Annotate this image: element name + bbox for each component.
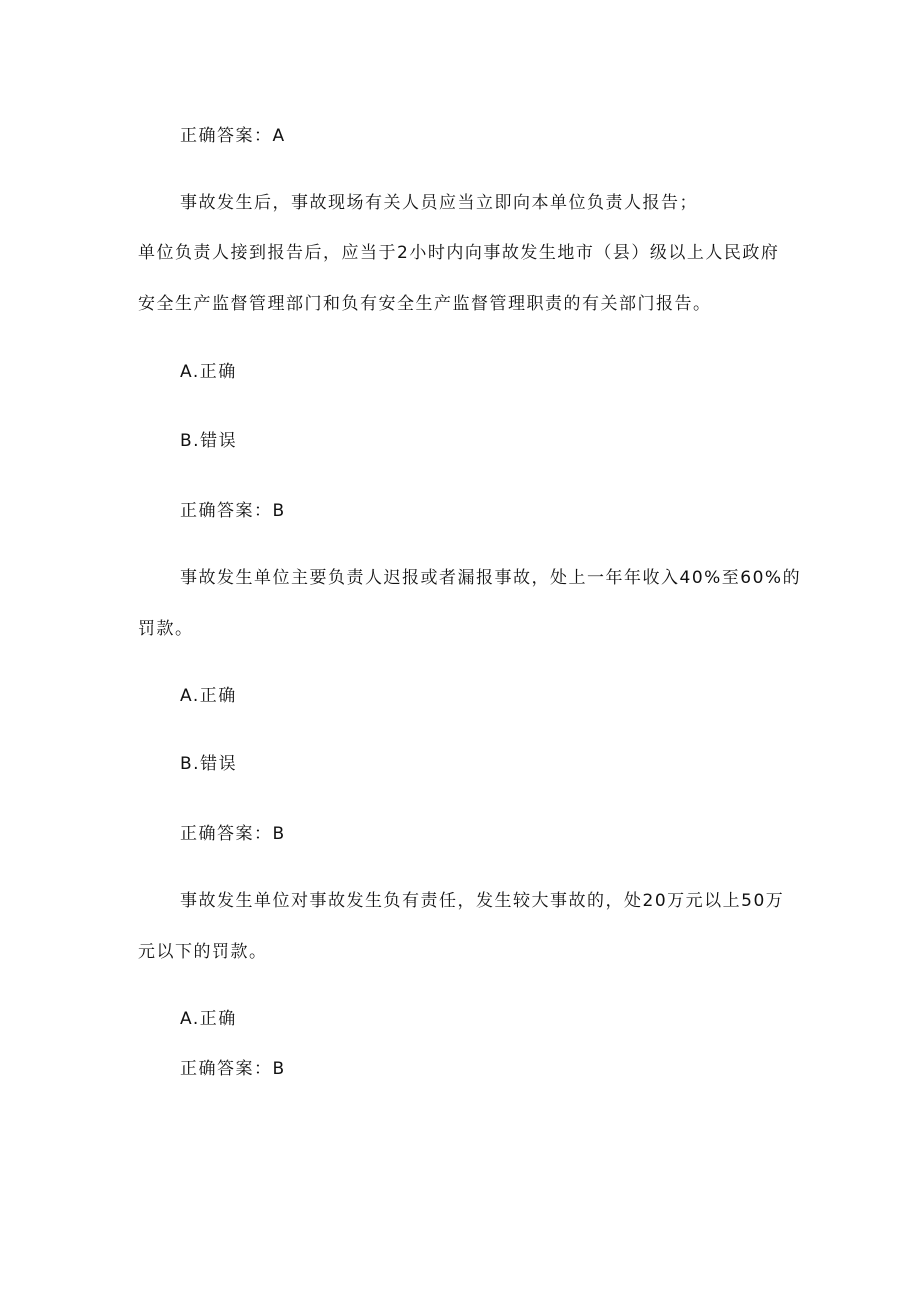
option-b: B.错误 (180, 431, 238, 451)
option-a: A.正确 (180, 1009, 237, 1029)
option-b: B.错误 (180, 754, 238, 774)
option-a: A.正确 (180, 362, 237, 382)
option-a: A.正确 (180, 686, 237, 706)
answer-text: 正确答案：B (180, 1059, 286, 1079)
question-text: 事故发生后，事故现场有关人员应当立即向本单位负责人报告； (180, 193, 698, 213)
question-text: 元以下的罚款。 (138, 942, 268, 962)
answer-text: 正确答案：B (180, 824, 286, 844)
question-text: 安全生产监督管理部门和负有安全生产监督管理职责的有关部门报告。 (138, 294, 712, 314)
question-text: 单位负责人接到报告后，应当于2小时内向事故发生地市（县）级以上人民政府 (138, 243, 780, 263)
answer-text: 正确答案：A (180, 126, 286, 146)
question-text: 事故发生单位对事故发生负有责任，发生较大事故的，处20万元以上50万 (180, 891, 785, 911)
answer-text: 正确答案：B (180, 501, 286, 521)
question-text: 罚款。 (138, 619, 194, 639)
question-text: 事故发生单位主要负责人迟报或者漏报事故，处上一年年收入40%至60%的 (180, 568, 802, 588)
